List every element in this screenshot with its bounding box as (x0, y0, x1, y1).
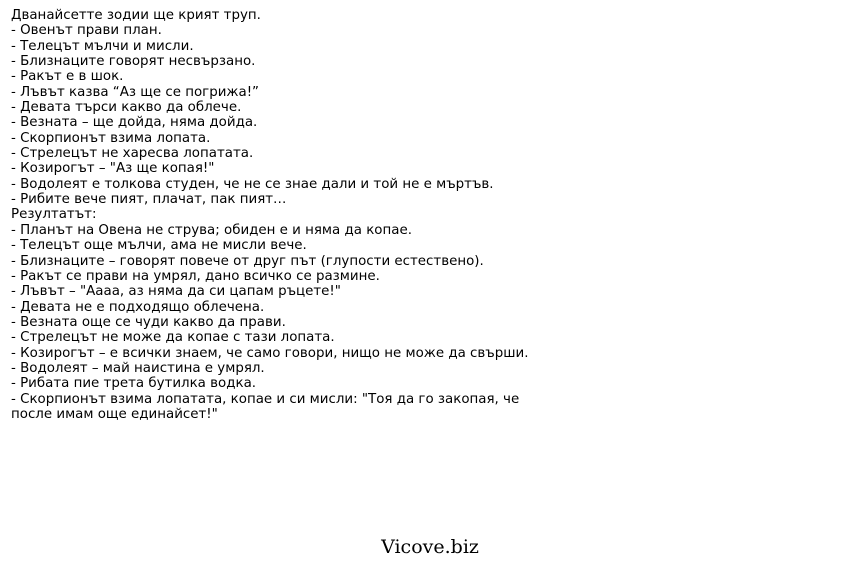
result-heading: Резултатът: (11, 207, 97, 223)
joke-line: - Водолеят е толкова студен, че не се знае дали и той не е мъртъв. (11, 176, 494, 192)
joke-line: - Лъвът казва “Аз ще се погрижа!” (11, 84, 259, 100)
joke-line: - Стрелецът не може да копае с тази лопата. (11, 330, 335, 346)
joke-line: - Стрелецът не харесва лопатата. (11, 146, 254, 162)
joke-line: - Лъвът – "Аааа, аз няма да си цапам ръцете!" (11, 284, 341, 300)
joke-line: - Близнаците говорят несвързано. (11, 54, 256, 70)
joke-line: - Козирогът – е всички знаем, че само говори, нищо не може да свърши. (11, 345, 529, 361)
joke-line: - Водолеят – май наистина е умрял. (11, 360, 265, 376)
joke-line: - Ракът е в шок. (11, 69, 124, 85)
joke-line: после имам още единайсет!" (11, 406, 218, 422)
joke-line: - Рибата пие трета бутилка водка. (11, 376, 257, 392)
joke-line: - Ракът се прави на умрял, дано всичко се размине. (11, 268, 380, 284)
joke-line: - Овенът прави план. (11, 23, 162, 39)
joke-line: - Девата не е подходящо облечена. (11, 299, 265, 315)
joke-line: - Везната – ще дойда, няма дойда. (11, 115, 258, 131)
joke-text (11, 8, 841, 422)
joke-line: - Планът на Овена не струва; обиден е и няма да копае. (11, 222, 412, 238)
joke-line: - Телецът още мълчи, ама не мисли вече. (11, 238, 307, 254)
site-watermark: Vicove.biz (381, 536, 479, 558)
joke-line: - Рибите вече пият, плачат, пак пият… (11, 192, 287, 208)
joke-line: - Близнаците – говорят повече от друг път (глупости естествено). (11, 253, 484, 269)
joke-line: - Скорпионът взима лопатата, копае и си мисли: "Тоя да го закопая, че (11, 391, 520, 407)
joke-line: - Телецът мълчи и мисли. (11, 38, 194, 54)
joke-line: - Козирогът – "Аз ще копая!" (11, 161, 215, 177)
joke-line: - Девата търси какво да облече. (11, 100, 242, 116)
joke-title: Дванайсетте зодии ще крият труп. (11, 8, 261, 23)
joke-line: - Везната още се чуди какво да прави. (11, 314, 286, 330)
joke-line: - Скорпионът взима лопата. (11, 130, 211, 146)
